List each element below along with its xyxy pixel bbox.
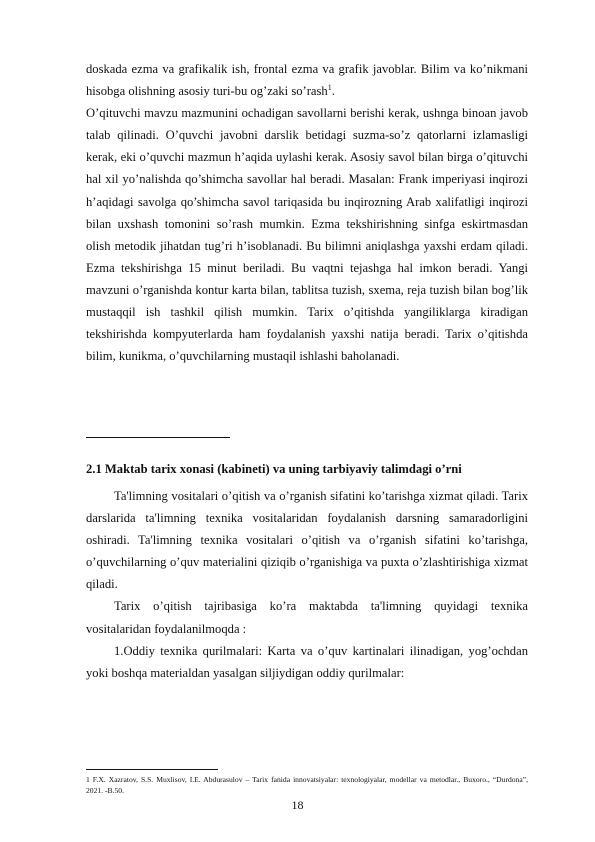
page-number: 18 <box>291 798 304 812</box>
section-heading: 2.1 Maktab tarix xonasi (kabineti) va uning tarbiyaviy talimdagi o’rni <box>86 462 462 476</box>
section-divider <box>86 437 230 438</box>
paragraph-list-item-1: 1.Oddiy texnika qurilmalari: Karta va o’quv kartinalari ilinadigan, yog’ochdan yoki boshqa materialdan yasalgan siljiydigan oddiy qurilmalar: <box>86 643 528 680</box>
body-text <box>86 58 528 367</box>
footnote-rule <box>86 769 218 770</box>
footnote-ref[interactable]: 1 <box>327 83 332 93</box>
paragraph-continuation: doskada ezma va grafikalik ish, frontal ezma va grafik javoblar. Bilim va ko’nikmani hisobga olishning asosiy turi-bu og’zaki so’rash$^1$. <box>86 62 528 99</box>
paragraph-questions: O’qituvchi mavzu mazmunini ochadigan savollarni berishi kerak, ushnga binoan javob talab qilinadi. O’quvchi javobni darslik betidagi suzma-so’z qatorlarni izlamasligi kerak, eki o’quvchi mazmun h’aqida uylashi kerak. Asosiy savol bilan birga o’qituvchi hal xil yo’nalishda qo’shimcha savollar hal beradi. Masalan: Frank imperiyasi inqirozi h’aqidagi savolga qo’shimcha savol tariqasida bu inqirozning Arab xalifatligi inqirozi bilan uxshash tomonini so’rash mumkin. Ezma tekshirishning sinfga eskirtmasdan olish metodik jihatdan tug’ri h’isoblanadi. Bu bilimni aniqlashga yaxshi erdam qiladi. Ezma tekshirishga 15 minut beriladi. Bu vaqtni tejashga hal imkon beradi. Yangi mavzuni o’rganishda kontur karta bilan, tablitsa tuzish, sxema, reja tuzish bilan bog’lik mustaqqil ish tashkil qilish mumkin. Tarix o’qitishda yangiliklarga kiradigan tekshirishda kompyuterlarda ham foydalanish yaxshi natija beradi. Tarix o’qitishda bilim, kunikma, o’quvchilarning mustaqil ishlashi baholanadi. <box>86 106 528 364</box>
paragraph-tools: Ta'limning vositalari o’qitish va o’rganish sifatini ko’tarishga xizmat qiladi. Tarix darslarida ta'limning texnika vositalaridan foydalanish darsning samaradorligini oshiradi. Ta'limning texnika vositalari o’qitish va o’rganish sifatini ko’tarishga, o’quvchilarning o’quv materialini qiziqib o’rganishiga va puxta o’zlashtirishiga xizmat qiladi. <box>86 489 528 592</box>
paragraph-experience: Tarix o’qitish tajribasiga ko’ra maktabda ta'limning quyidagi texnika vositalaridan foydalanilmoqda : <box>86 599 528 636</box>
footnote: 1 F.X. Xazratov, S.S. Muxlisov, I.E. Abdurasulov – Tarix fanida innovatsiyalar: texnologiyalar, modellar va metodlar., Buxoro., “Durdona”, 2021. -B.50. <box>86 775 528 795</box>
section-text <box>86 485 528 684</box>
